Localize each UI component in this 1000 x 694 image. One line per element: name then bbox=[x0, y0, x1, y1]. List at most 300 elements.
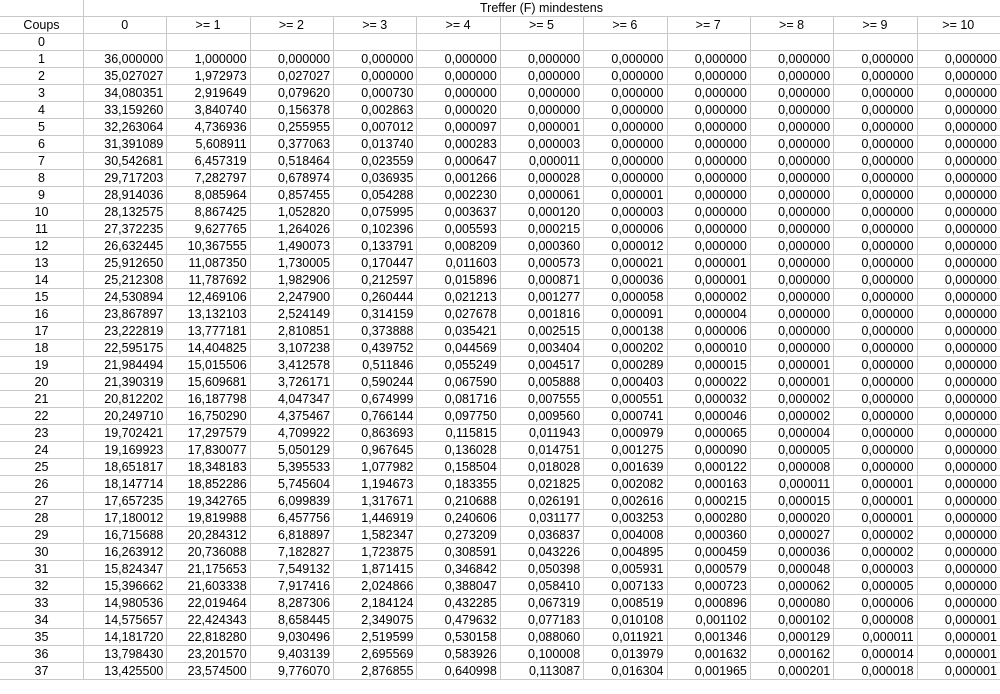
value-cell[interactable]: 0,001102 bbox=[667, 612, 751, 629]
value-cell[interactable]: 0,000003 bbox=[833, 561, 917, 578]
value-cell[interactable]: 0,000000 bbox=[667, 238, 751, 255]
value-cell[interactable]: 20,249710 bbox=[83, 408, 167, 425]
value-cell[interactable]: 3,412578 bbox=[250, 357, 334, 374]
value-cell[interactable]: 16,750290 bbox=[166, 408, 250, 425]
value-cell[interactable]: 0,002230 bbox=[416, 187, 500, 204]
value-cell[interactable]: 0,000000 bbox=[917, 255, 1000, 272]
column-header[interactable]: >= 8 bbox=[750, 17, 834, 34]
column-header[interactable]: >= 6 bbox=[583, 17, 667, 34]
value-cell[interactable]: 0,067590 bbox=[416, 374, 500, 391]
value-cell[interactable]: 0,432285 bbox=[416, 595, 500, 612]
value-cell[interactable]: 2,695569 bbox=[333, 646, 417, 663]
value-cell[interactable]: 0,000138 bbox=[583, 323, 667, 340]
value-cell[interactable]: 0,001277 bbox=[500, 289, 584, 306]
value-cell[interactable]: 0,000008 bbox=[833, 612, 917, 629]
value-cell[interactable]: 0,000000 bbox=[667, 85, 751, 102]
value-cell[interactable]: 16,715688 bbox=[83, 527, 167, 544]
value-cell[interactable]: 0,000000 bbox=[833, 102, 917, 119]
value-cell[interactable]: 0,000003 bbox=[500, 136, 584, 153]
value-cell[interactable]: 0,000723 bbox=[667, 578, 751, 595]
value-cell[interactable]: 14,404825 bbox=[166, 340, 250, 357]
value-cell[interactable]: 11,087350 bbox=[166, 255, 250, 272]
value-cell[interactable]: 0,000000 bbox=[667, 187, 751, 204]
value-cell[interactable]: 25,912650 bbox=[83, 255, 167, 272]
value-cell[interactable]: 0,036837 bbox=[500, 527, 584, 544]
value-cell[interactable]: 0,000871 bbox=[500, 272, 584, 289]
value-cell[interactable] bbox=[250, 34, 334, 51]
value-cell[interactable]: 0,000573 bbox=[500, 255, 584, 272]
value-cell[interactable]: 2,876855 bbox=[333, 663, 417, 680]
value-cell[interactable]: 0,000000 bbox=[750, 51, 834, 68]
value-cell[interactable]: 0,000002 bbox=[833, 544, 917, 561]
value-cell[interactable]: 15,824347 bbox=[83, 561, 167, 578]
coup-cell[interactable]: 13 bbox=[0, 255, 84, 272]
value-cell[interactable]: 1,446919 bbox=[333, 510, 417, 527]
value-cell[interactable]: 6,818897 bbox=[250, 527, 334, 544]
value-cell[interactable]: 3,726171 bbox=[250, 374, 334, 391]
value-cell[interactable]: 19,342765 bbox=[166, 493, 250, 510]
value-cell[interactable]: 0,008209 bbox=[416, 238, 500, 255]
coup-cell[interactable]: 27 bbox=[0, 493, 84, 510]
value-cell[interactable]: 0,000000 bbox=[583, 136, 667, 153]
value-cell[interactable]: 28,132575 bbox=[83, 204, 167, 221]
value-cell[interactable]: 2,349075 bbox=[333, 612, 417, 629]
value-cell[interactable]: 0,000000 bbox=[500, 68, 584, 85]
value-cell[interactable]: 0,000000 bbox=[583, 153, 667, 170]
value-cell[interactable] bbox=[750, 34, 834, 51]
value-cell[interactable]: 0,035421 bbox=[416, 323, 500, 340]
value-cell[interactable]: 23,867897 bbox=[83, 306, 167, 323]
value-cell[interactable]: 0,000000 bbox=[833, 170, 917, 187]
value-cell[interactable]: 0,000000 bbox=[583, 51, 667, 68]
value-cell[interactable]: 0,260444 bbox=[333, 289, 417, 306]
value-cell[interactable]: 0,000080 bbox=[750, 595, 834, 612]
value-cell[interactable]: 0,346842 bbox=[416, 561, 500, 578]
value-cell[interactable]: 2,519599 bbox=[333, 629, 417, 646]
value-cell[interactable]: 0,000018 bbox=[833, 663, 917, 680]
value-cell[interactable]: 0,170447 bbox=[333, 255, 417, 272]
value-cell[interactable]: 0,081716 bbox=[416, 391, 500, 408]
value-cell[interactable]: 0,067319 bbox=[500, 595, 584, 612]
value-cell[interactable]: 0,000647 bbox=[416, 153, 500, 170]
value-cell[interactable]: 0,000000 bbox=[750, 170, 834, 187]
value-cell[interactable]: 8,658445 bbox=[250, 612, 334, 629]
value-cell[interactable]: 0,000000 bbox=[833, 51, 917, 68]
value-cell[interactable]: 0,000202 bbox=[583, 340, 667, 357]
value-cell[interactable]: 0,000000 bbox=[833, 272, 917, 289]
value-cell[interactable]: 0,043226 bbox=[500, 544, 584, 561]
value-cell[interactable]: 1,730005 bbox=[250, 255, 334, 272]
value-cell[interactable]: 0,000036 bbox=[583, 272, 667, 289]
value-cell[interactable]: 10,367555 bbox=[166, 238, 250, 255]
value-cell[interactable]: 0,000000 bbox=[917, 306, 1000, 323]
value-cell[interactable]: 0,013740 bbox=[333, 136, 417, 153]
value-cell[interactable]: 9,403139 bbox=[250, 646, 334, 663]
value-cell[interactable]: 0,000000 bbox=[833, 238, 917, 255]
coup-cell[interactable]: 16 bbox=[0, 306, 84, 323]
value-cell[interactable]: 18,348183 bbox=[166, 459, 250, 476]
value-cell[interactable]: 0,000000 bbox=[750, 153, 834, 170]
value-cell[interactable]: 0,000000 bbox=[917, 544, 1000, 561]
value-cell[interactable]: 5,050129 bbox=[250, 442, 334, 459]
value-cell[interactable]: 0,000000 bbox=[750, 221, 834, 238]
coup-cell[interactable]: 8 bbox=[0, 170, 84, 187]
value-cell[interactable]: 0,000000 bbox=[917, 408, 1000, 425]
value-cell[interactable]: 0,000061 bbox=[500, 187, 584, 204]
value-cell[interactable]: 24,530894 bbox=[83, 289, 167, 306]
value-cell[interactable]: 0,004895 bbox=[583, 544, 667, 561]
value-cell[interactable]: 0,000000 bbox=[750, 340, 834, 357]
value-cell[interactable]: 0,000000 bbox=[833, 340, 917, 357]
value-cell[interactable]: 0,000000 bbox=[583, 119, 667, 136]
coup-cell[interactable]: 10 bbox=[0, 204, 84, 221]
value-cell[interactable]: 0,000000 bbox=[667, 221, 751, 238]
value-cell[interactable]: 0,000001 bbox=[917, 663, 1000, 680]
value-cell[interactable]: 36,000000 bbox=[83, 51, 167, 68]
value-cell[interactable]: 0,388047 bbox=[416, 578, 500, 595]
coup-cell[interactable]: 5 bbox=[0, 119, 84, 136]
value-cell[interactable] bbox=[917, 34, 1000, 51]
value-cell[interactable]: 0,011603 bbox=[416, 255, 500, 272]
value-cell[interactable]: 0,000048 bbox=[750, 561, 834, 578]
value-cell[interactable]: 0,001632 bbox=[667, 646, 751, 663]
value-cell[interactable]: 2,024866 bbox=[333, 578, 417, 595]
value-cell[interactable]: 0,014751 bbox=[500, 442, 584, 459]
value-cell[interactable]: 0,054288 bbox=[333, 187, 417, 204]
value-cell[interactable]: 0,011921 bbox=[583, 629, 667, 646]
value-cell[interactable]: 0,000000 bbox=[833, 68, 917, 85]
value-cell[interactable]: 0,000000 bbox=[833, 306, 917, 323]
value-cell[interactable]: 0,000459 bbox=[667, 544, 751, 561]
value-cell[interactable]: 1,317671 bbox=[333, 493, 417, 510]
value-cell[interactable]: 0,511846 bbox=[333, 357, 417, 374]
value-cell[interactable]: 0,640998 bbox=[416, 663, 500, 680]
value-cell[interactable]: 0,000000 bbox=[917, 102, 1000, 119]
value-cell[interactable]: 0,000000 bbox=[333, 51, 417, 68]
coup-cell[interactable]: 4 bbox=[0, 102, 84, 119]
value-cell[interactable]: 0,136028 bbox=[416, 442, 500, 459]
value-cell[interactable]: 2,247900 bbox=[250, 289, 334, 306]
coup-cell[interactable]: 34 bbox=[0, 612, 84, 629]
value-cell[interactable]: 0,004008 bbox=[583, 527, 667, 544]
value-cell[interactable]: 0,000001 bbox=[833, 476, 917, 493]
value-cell[interactable]: 0,097750 bbox=[416, 408, 500, 425]
value-cell[interactable] bbox=[833, 34, 917, 51]
value-cell[interactable]: 0,518464 bbox=[250, 153, 334, 170]
value-cell[interactable]: 0,000000 bbox=[917, 595, 1000, 612]
value-cell[interactable]: 0,000006 bbox=[583, 221, 667, 238]
value-cell[interactable]: 0,100008 bbox=[500, 646, 584, 663]
value-cell[interactable]: 0,000002 bbox=[750, 391, 834, 408]
value-cell[interactable]: 0,000021 bbox=[583, 255, 667, 272]
value-cell[interactable]: 0,000579 bbox=[667, 561, 751, 578]
value-cell[interactable]: 1,723875 bbox=[333, 544, 417, 561]
value-cell[interactable]: 0,000000 bbox=[583, 68, 667, 85]
value-cell[interactable]: 7,182827 bbox=[250, 544, 334, 561]
value-cell[interactable]: 0,373888 bbox=[333, 323, 417, 340]
value-cell[interactable]: 0,000000 bbox=[917, 561, 1000, 578]
value-cell[interactable]: 0,255955 bbox=[250, 119, 334, 136]
value-cell[interactable]: 7,917416 bbox=[250, 578, 334, 595]
value-cell[interactable]: 0,000280 bbox=[667, 510, 751, 527]
value-cell[interactable]: 0,075995 bbox=[333, 204, 417, 221]
value-cell[interactable]: 0,010108 bbox=[583, 612, 667, 629]
value-cell[interactable]: 0,000000 bbox=[416, 85, 500, 102]
value-cell[interactable]: 3,840740 bbox=[166, 102, 250, 119]
value-cell[interactable]: 1,000000 bbox=[166, 51, 250, 68]
value-cell[interactable]: 0,000001 bbox=[667, 272, 751, 289]
column-header[interactable]: >= 2 bbox=[250, 17, 334, 34]
coup-cell[interactable]: 21 bbox=[0, 391, 84, 408]
value-cell[interactable]: 0,000000 bbox=[833, 221, 917, 238]
value-cell[interactable]: 0,044569 bbox=[416, 340, 500, 357]
value-cell[interactable]: 23,222819 bbox=[83, 323, 167, 340]
value-cell[interactable]: 0,000000 bbox=[917, 391, 1000, 408]
coup-cell[interactable]: 37 bbox=[0, 663, 84, 680]
value-cell[interactable] bbox=[83, 34, 167, 51]
value-cell[interactable]: 14,181720 bbox=[83, 629, 167, 646]
value-cell[interactable]: 0,377063 bbox=[250, 136, 334, 153]
value-cell[interactable]: 0,000000 bbox=[500, 85, 584, 102]
value-cell[interactable]: 0,000027 bbox=[750, 527, 834, 544]
value-cell[interactable]: 0,000008 bbox=[750, 459, 834, 476]
value-cell[interactable]: 0,000000 bbox=[750, 289, 834, 306]
value-cell[interactable]: 22,424343 bbox=[166, 612, 250, 629]
value-cell[interactable]: 0,102396 bbox=[333, 221, 417, 238]
value-cell[interactable]: 0,002616 bbox=[583, 493, 667, 510]
value-cell[interactable]: 0,000000 bbox=[667, 153, 751, 170]
value-cell[interactable]: 0,000028 bbox=[500, 170, 584, 187]
value-cell[interactable]: 22,019464 bbox=[166, 595, 250, 612]
value-cell[interactable]: 0,000360 bbox=[500, 238, 584, 255]
value-cell[interactable]: 0,000000 bbox=[667, 170, 751, 187]
value-cell[interactable]: 0,000011 bbox=[750, 476, 834, 493]
value-cell[interactable]: 0,000000 bbox=[917, 527, 1000, 544]
value-cell[interactable]: 0,000062 bbox=[750, 578, 834, 595]
value-cell[interactable] bbox=[416, 34, 500, 51]
value-cell[interactable]: 0,000001 bbox=[667, 255, 751, 272]
coup-cell[interactable]: 23 bbox=[0, 425, 84, 442]
coup-cell[interactable]: 32 bbox=[0, 578, 84, 595]
value-cell[interactable]: 33,159260 bbox=[83, 102, 167, 119]
value-cell[interactable]: 0,000010 bbox=[667, 340, 751, 357]
value-cell[interactable]: 26,632445 bbox=[83, 238, 167, 255]
value-cell[interactable]: 0,002515 bbox=[500, 323, 584, 340]
value-cell[interactable]: 0,004517 bbox=[500, 357, 584, 374]
value-cell[interactable]: 0,000000 bbox=[833, 204, 917, 221]
value-cell[interactable]: 17,297579 bbox=[166, 425, 250, 442]
value-cell[interactable]: 0,000000 bbox=[917, 187, 1000, 204]
value-cell[interactable]: 0,590244 bbox=[333, 374, 417, 391]
value-cell[interactable]: 0,439752 bbox=[333, 340, 417, 357]
value-cell[interactable]: 0,000000 bbox=[750, 119, 834, 136]
value-cell[interactable]: 0,000000 bbox=[833, 136, 917, 153]
value-cell[interactable]: 15,015506 bbox=[166, 357, 250, 374]
value-cell[interactable]: 15,609681 bbox=[166, 374, 250, 391]
value-cell[interactable]: 1,194673 bbox=[333, 476, 417, 493]
value-cell[interactable]: 0,007012 bbox=[333, 119, 417, 136]
value-cell[interactable]: 8,867425 bbox=[166, 204, 250, 221]
value-cell[interactable]: 13,798430 bbox=[83, 646, 167, 663]
coup-cell[interactable]: 0 bbox=[0, 34, 84, 51]
value-cell[interactable]: 34,080351 bbox=[83, 85, 167, 102]
value-cell[interactable]: 0,000020 bbox=[750, 510, 834, 527]
value-cell[interactable]: 21,603338 bbox=[166, 578, 250, 595]
value-cell[interactable]: 0,002082 bbox=[583, 476, 667, 493]
value-cell[interactable]: 0,583926 bbox=[416, 646, 500, 663]
value-cell[interactable]: 0,210688 bbox=[416, 493, 500, 510]
value-cell[interactable] bbox=[500, 34, 584, 51]
value-cell[interactable]: 0,000000 bbox=[833, 255, 917, 272]
value-cell[interactable]: 0,000000 bbox=[917, 85, 1000, 102]
value-cell[interactable]: 0,000000 bbox=[833, 323, 917, 340]
value-cell[interactable]: 0,000000 bbox=[917, 119, 1000, 136]
value-cell[interactable]: 0,015896 bbox=[416, 272, 500, 289]
value-cell[interactable]: 0,000022 bbox=[667, 374, 751, 391]
value-cell[interactable]: 0,016304 bbox=[583, 663, 667, 680]
value-cell[interactable]: 0,000097 bbox=[416, 119, 500, 136]
value-cell[interactable]: 0,001346 bbox=[667, 629, 751, 646]
value-cell[interactable]: 0,000896 bbox=[667, 595, 751, 612]
value-cell[interactable]: 12,469106 bbox=[166, 289, 250, 306]
value-cell[interactable]: 0,000000 bbox=[667, 204, 751, 221]
value-cell[interactable]: 0,027678 bbox=[416, 306, 500, 323]
coup-cell[interactable]: 11 bbox=[0, 221, 84, 238]
value-cell[interactable]: 0,000000 bbox=[250, 51, 334, 68]
value-cell[interactable]: 20,284312 bbox=[166, 527, 250, 544]
value-cell[interactable]: 0,863693 bbox=[333, 425, 417, 442]
value-cell[interactable]: 20,736088 bbox=[166, 544, 250, 561]
value-cell[interactable]: 0,000011 bbox=[833, 629, 917, 646]
value-cell[interactable]: 0,000000 bbox=[917, 340, 1000, 357]
value-cell[interactable]: 0,000000 bbox=[333, 68, 417, 85]
value-cell[interactable]: 0,000002 bbox=[833, 527, 917, 544]
value-cell[interactable]: 0,000001 bbox=[833, 510, 917, 527]
value-cell[interactable]: 0,967645 bbox=[333, 442, 417, 459]
value-cell[interactable]: 9,627765 bbox=[166, 221, 250, 238]
value-cell[interactable]: 0,000000 bbox=[917, 51, 1000, 68]
value-cell[interactable]: 0,077183 bbox=[500, 612, 584, 629]
value-cell[interactable]: 28,914036 bbox=[83, 187, 167, 204]
coup-cell[interactable]: 18 bbox=[0, 340, 84, 357]
value-cell[interactable]: 0,000000 bbox=[833, 408, 917, 425]
value-cell[interactable]: 27,372235 bbox=[83, 221, 167, 238]
value-cell[interactable]: 1,972973 bbox=[166, 68, 250, 85]
value-cell[interactable]: 0,000001 bbox=[500, 119, 584, 136]
value-cell[interactable]: 0,000000 bbox=[750, 323, 834, 340]
column-header[interactable]: >= 5 bbox=[500, 17, 584, 34]
value-cell[interactable]: 23,201570 bbox=[166, 646, 250, 663]
value-cell[interactable]: 0,000000 bbox=[750, 68, 834, 85]
value-cell[interactable]: 15,396662 bbox=[83, 578, 167, 595]
value-cell[interactable]: 0,000090 bbox=[667, 442, 751, 459]
value-cell[interactable]: 1,264026 bbox=[250, 221, 334, 238]
coup-cell[interactable]: 20 bbox=[0, 374, 84, 391]
value-cell[interactable]: 0,007555 bbox=[500, 391, 584, 408]
value-cell[interactable]: 0,003253 bbox=[583, 510, 667, 527]
value-cell[interactable]: 0,011943 bbox=[500, 425, 584, 442]
value-cell[interactable]: 13,425500 bbox=[83, 663, 167, 680]
value-cell[interactable]: 0,000000 bbox=[750, 204, 834, 221]
value-cell[interactable]: 0,000001 bbox=[750, 374, 834, 391]
value-cell[interactable]: 7,282797 bbox=[166, 170, 250, 187]
value-cell[interactable]: 0,000005 bbox=[833, 578, 917, 595]
value-cell[interactable]: 0,000002 bbox=[750, 408, 834, 425]
value-cell[interactable]: 0,000000 bbox=[833, 85, 917, 102]
value-cell[interactable]: 0,000006 bbox=[833, 595, 917, 612]
column-header[interactable]: >= 1 bbox=[166, 17, 250, 34]
value-cell[interactable]: 0,000120 bbox=[500, 204, 584, 221]
value-cell[interactable]: 0,000129 bbox=[750, 629, 834, 646]
value-cell[interactable]: 0,000000 bbox=[917, 221, 1000, 238]
value-cell[interactable]: 5,608911 bbox=[166, 136, 250, 153]
value-cell[interactable]: 0,007133 bbox=[583, 578, 667, 595]
value-cell[interactable]: 0,000403 bbox=[583, 374, 667, 391]
value-cell[interactable]: 0,000730 bbox=[333, 85, 417, 102]
value-cell[interactable]: 17,657235 bbox=[83, 493, 167, 510]
value-cell[interactable]: 0,000000 bbox=[500, 51, 584, 68]
value-cell[interactable]: 0,000000 bbox=[833, 153, 917, 170]
value-cell[interactable]: 0,000000 bbox=[833, 289, 917, 306]
value-cell[interactable]: 29,717203 bbox=[83, 170, 167, 187]
value-cell[interactable]: 5,395533 bbox=[250, 459, 334, 476]
value-cell[interactable]: 1,982906 bbox=[250, 272, 334, 289]
value-cell[interactable]: 23,574500 bbox=[166, 663, 250, 680]
value-cell[interactable]: 0,000005 bbox=[750, 442, 834, 459]
value-cell[interactable]: 0,530158 bbox=[416, 629, 500, 646]
value-cell[interactable]: 0,000000 bbox=[750, 306, 834, 323]
value-cell[interactable]: 0,058410 bbox=[500, 578, 584, 595]
value-cell[interactable]: 0,156378 bbox=[250, 102, 334, 119]
value-cell[interactable]: 0,674999 bbox=[333, 391, 417, 408]
value-cell[interactable]: 0,055249 bbox=[416, 357, 500, 374]
value-cell[interactable]: 6,457319 bbox=[166, 153, 250, 170]
value-cell[interactable]: 0,000004 bbox=[667, 306, 751, 323]
value-cell[interactable]: 0,000000 bbox=[917, 289, 1000, 306]
value-cell[interactable]: 17,830077 bbox=[166, 442, 250, 459]
value-cell[interactable]: 0,240606 bbox=[416, 510, 500, 527]
value-cell[interactable]: 0,000000 bbox=[750, 272, 834, 289]
value-cell[interactable]: 0,857455 bbox=[250, 187, 334, 204]
value-cell[interactable]: 0,000004 bbox=[750, 425, 834, 442]
value-cell[interactable]: 19,819988 bbox=[166, 510, 250, 527]
coup-cell[interactable]: 36 bbox=[0, 646, 84, 663]
coup-cell[interactable]: 35 bbox=[0, 629, 84, 646]
value-cell[interactable]: 0,003404 bbox=[500, 340, 584, 357]
value-cell[interactable]: 0,000162 bbox=[750, 646, 834, 663]
value-cell[interactable]: 0,050398 bbox=[500, 561, 584, 578]
value-cell[interactable]: 8,287306 bbox=[250, 595, 334, 612]
value-cell[interactable]: 0,000012 bbox=[583, 238, 667, 255]
value-cell[interactable]: 1,871415 bbox=[333, 561, 417, 578]
value-cell[interactable]: 0,158504 bbox=[416, 459, 500, 476]
coup-cell[interactable]: 26 bbox=[0, 476, 84, 493]
value-cell[interactable]: 3,107238 bbox=[250, 340, 334, 357]
value-cell[interactable]: 0,001816 bbox=[500, 306, 584, 323]
value-cell[interactable]: 0,000003 bbox=[583, 204, 667, 221]
coup-cell[interactable]: 7 bbox=[0, 153, 84, 170]
column-header[interactable]: >= 9 bbox=[833, 17, 917, 34]
value-cell[interactable]: 0,000163 bbox=[667, 476, 751, 493]
value-cell[interactable]: 0,031177 bbox=[500, 510, 584, 527]
value-cell[interactable]: 35,027027 bbox=[83, 68, 167, 85]
value-cell[interactable]: 0,000289 bbox=[583, 357, 667, 374]
value-cell[interactable]: 18,651817 bbox=[83, 459, 167, 476]
value-cell[interactable]: 0,000000 bbox=[833, 425, 917, 442]
coup-cell[interactable]: 9 bbox=[0, 187, 84, 204]
coup-cell[interactable]: 22 bbox=[0, 408, 84, 425]
value-cell[interactable]: 0,000006 bbox=[667, 323, 751, 340]
